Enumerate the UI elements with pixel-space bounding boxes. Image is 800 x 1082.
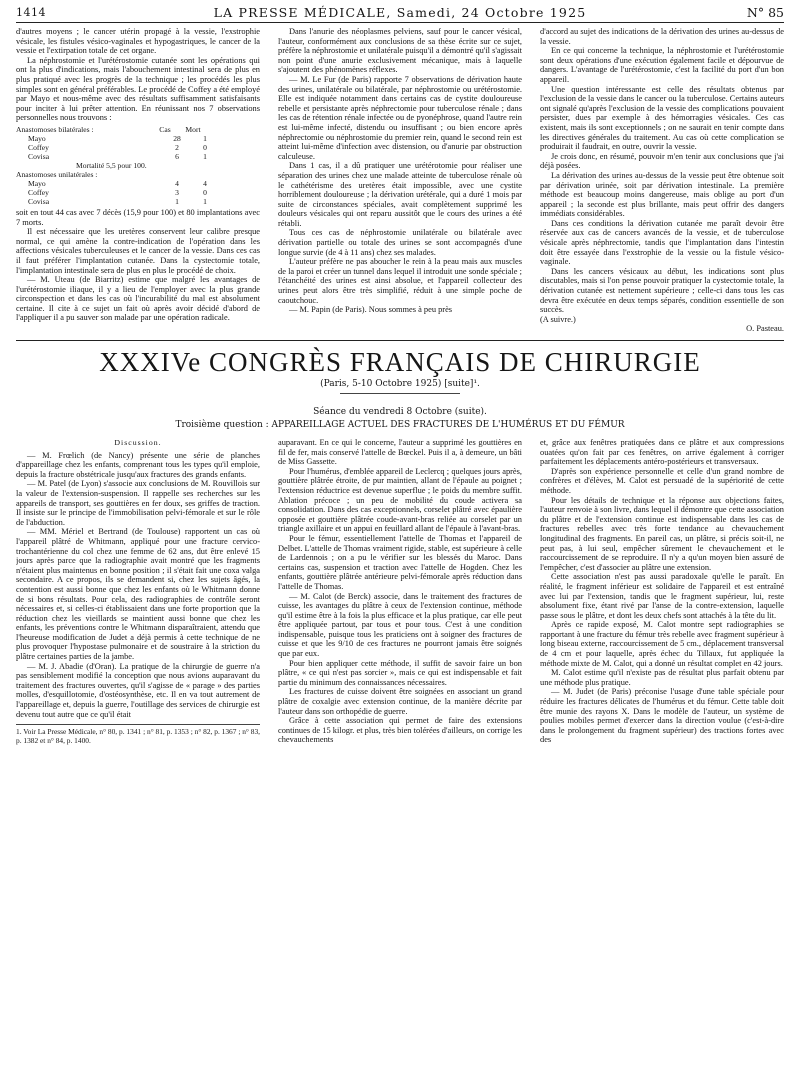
author-signature: O. Pasteau. xyxy=(746,324,784,334)
stats-mort: 0 xyxy=(203,142,207,152)
stats-cas: 6 xyxy=(175,151,179,161)
top-column-3 xyxy=(540,27,784,334)
paragraph: — M. Judet (de Paris) préconise l'usage d'une table spéciale pour réduire les fractures délicates de l'humérus et du fémur. Cette table doit être munie des rayons X. Dans le modèle de l'auteur, un système de poulies mobiles permet d'exercer dans la direction voulue (c'est-à-dire dans le prolongement du fragment supérieur) des tractions fortes avec des xyxy=(540,687,784,745)
paragraph: d'autres moyens ; le cancer utérin propagé à la vessie, l'exstrophie vésicale, les fistules vésico-vaginales et hypogastriques, le cancer de la vessie et l'extirpation totale de cet organe. xyxy=(16,27,260,56)
paragraph: soit en tout 44 cas avec 7 décès (15,9 pour 100) et 80 implantations avec 7 morts. xyxy=(16,207,260,227)
paragraph: Dans l'anurie des néoplasmes pelviens, sauf pour le cancer vésical, l'auteur, conformément aux conclusions de sa thèse écrite sur ce sujet, préfère la néphrostomie et unilatérale puisqu'il a démontré qu'il s'agissait non point d'une anurie exclusivement mécanique, mais à laquelle s'ajoutent des phénomènes réflexes. xyxy=(278,27,522,75)
footnote: 1. Voir La Presse Médicale, n° 80, p. 1341 ; n° 81, p. 1353 ; n° 82, p. 1367 ; n° 83, p. 1382 et n° 84, p. 1400. xyxy=(16,724,260,746)
stats-label: Anastomoses unilatérales : xyxy=(16,169,98,179)
stats-mort: 0 xyxy=(203,187,207,197)
question-heading: Troisième question : APPAREILLAGE ACTUEL DES FRACTURES DE L'HUMÉRUS ET DU FÉMUR xyxy=(175,420,625,430)
stats-label: Anastomoses bilatérales : xyxy=(16,124,94,134)
journal-title: LA PRESSE MÉDICALE, Samedi, 24 Octobre 1925 xyxy=(213,5,587,20)
congress-subtitle: (Paris, 5-10 Octobre 1925) [suite]¹. xyxy=(320,379,480,389)
section-divider xyxy=(16,340,784,341)
stats-row-name: Coffey xyxy=(28,187,49,197)
top-column-2 xyxy=(278,27,522,334)
discussion-heading: Discussion. xyxy=(114,438,162,447)
paragraph: En ce qui concerne la technique, la néphrostomie et l'urétérostomie sont deux opérations d'une exécution également facile et dépourvue de dangers. L'avantage de l'urétérostomie, c'est la facilité du port d'un bon appareil. xyxy=(540,46,784,84)
paragraph: Cette association n'est pas aussi paradoxale qu'elle le paraît. En réalité, le fragment inférieur est solidaire de l'appareil et est entraîné avec lui par l'extension, tandis que le fragment supérieur, lui, reste absolument fixe, étant rivé par l'anse de la contre-extension, laquelle passe sous le plâtre, et dont les deux chefs sont attachés à la tête du lit. xyxy=(540,572,784,620)
top-column-1 xyxy=(16,27,260,334)
stats-cas: 1 xyxy=(175,196,179,206)
stats-mort: 1 xyxy=(203,133,207,143)
paragraph: La dérivation des urines au-dessus de la vessie peut être obtenue soit par dérivation urinée, soit par dérivation intestinale. La première méthode est beaucoup moins dangereuse, mais oblige au port d'un appareil ; la seconde est plus brillante, mais peut offrir des dangers immédiats considérables. xyxy=(540,170,784,219)
running-head xyxy=(16,4,784,23)
congress-title: XXXIVe CONGRÈS FRANÇAIS DE CHIRURGIE xyxy=(99,347,701,377)
paragraph: Dans ces conditions la dérivation cutanée me paraît devoir être réservée aux cas de cancers avancés de la vessie, et de tuberculose vésicale après néphrectomie, tandis que l'implantation dans l'intestin doit être essayée dans l'exstrophie de la vessie ou la fistule vésico-vaginale. xyxy=(540,218,784,267)
stats-mort: 4 xyxy=(203,178,207,188)
paragraph: Pour bien appliquer cette méthode, il suffit de savoir faire un bon plâtre, « ce qui n'est pas sorcier », mais ce qui est indispensable et fait partie du minimum des connaissances nécessaires. xyxy=(278,658,522,687)
seance-line: Séance du vendredi 8 Octobre (suite). xyxy=(313,407,487,417)
paragraph: — M. Patel (de Lyon) s'associe aux conclusions de M. Rouvillois sur la valeur de l'extension-suspension. Il rappelle ses recherches sur les appareils de transport, ses gouttières en fer doux, ses griffes de traction. Il insiste sur le principe de l'immobilisation pelvi-fémorale et sur le rôle de l'abduction. xyxy=(16,479,260,527)
stats-mort: 1 xyxy=(203,196,207,206)
paragraph: Dans les cancers vésicaux au début, les indications sont plus discutables, mais si l'on pense pouvoir pratiquer la cystectomie totale, la dérivation cutanée est nettement supérieure ; celle-ci dans tous les cas devra être exécutée en deux temps séparés, condition essentielle de son succès. xyxy=(540,266,784,315)
stats-cas: 28 xyxy=(173,133,181,143)
paragraph: Il est nécessaire que les uretères conservent leur calibre presque normal, ce qui amène la contre-indication de l'opération dans les affections vésicales tuberculeuses et le cancer de la vessie. Dans ces cas il faut préférer l'implantation cutanée. Dans la cystectomie totale, l'implantation intestinale sera de plus en plus le procédé de choix. xyxy=(16,227,260,275)
paragraph: — MM. Mériel et Bertrand (de Toulouse) rapportent un cas où l'appareil plâtré de Whitmann, appliqué pour une fracture cervico-trochantérienne du col chez une femme de 62 ans, dut être enlevé 15 jours après parce que la radiographie avait montré que les fragments n'étaient plus maintenus en bonne position ; il s'était fait une coxa valga secondaire. A ce propos, ils se demandent si, chez les sujets âgés, la contention est aussi bonne que chez les enfants où le Whitmann donne de si bons résultats. Pour cela, des radiographies de contrôle seront nécessaires et, si celles-ci établissaient dans une forte proportion que la réduction chez les vieillards se maintient aussi bonne que chez les enfants, les préventions contre le Whitmann disparaîtraient, attendu que l'heureuse modification de Judet a déjà permis à cette technique de ne plus provoquer l'hypostase pulmonaire et de soustraire à la striction du plâtre certaines parties de la jambe. xyxy=(16,527,260,662)
paragraph: d'accord au sujet des indications de la dérivation des urines au-dessus de la vessie. xyxy=(540,27,784,46)
stats-cas: 4 xyxy=(175,178,179,188)
paragraph: Après ce rapide exposé, M. Calot montre sept radiographies se rapportant à une fracture du fémur très rebelle avec fragment supérieur à long biseau externe, raccourcissement de 5 cm., déplacement transversal de 4 cm et pour laquelle, après échec du Tillaux, fut appliquée la méthode mixte de M. Calot, qui a donné un résultat complet en 42 jours. xyxy=(540,620,784,668)
paragraph: L'auteur préfère ne pas aboucher le rein à la peau mais aux muscles de la paroi et créer un tunnel dans lequel il introduit une sonde spéciale ; l'étanchéité des urines est ainsi absolue, et l'appareil collecteur des urines peut alors être très simplifié, réduit à une simple poche de caoutchouc. xyxy=(278,257,522,305)
stats-header-cas: Cas xyxy=(159,124,171,134)
top-columns xyxy=(16,27,784,334)
paragraph: D'après son expérience personnelle et celle d'un grand nombre de confrères et d'élèves, M. Calot est persuadé de la supériorité de cette méthode. xyxy=(540,466,784,495)
paragraph: — M. Uteau (de Biarritz) estime que malgré les avantages de l'urétérostomie iliaque, il y a lieu de l'employer avec la plus grande circonspection et dans les cas où l'incurabilité du mal est absolument certaine. Il cite à ce sujet un fait où après avoir décidé d'abord de l'appliquer il a pu sauver son malade par une opération radicale. xyxy=(16,275,260,323)
paragraph: Dans 1 cas, il a dû pratiquer une urétérotomie pour réaliser une séparation des urines chez une malade atteinte de tuberculose rénale où le cathétérisme des uretères était impossible, avec une cystite horriblement douloureuse ; la dérivation urétérale, qui a duré 1 mois par suite de circonstances spéciales, avait complètement supprimé les douleurs vésicales qui ont reparu aussitôt que le cours des urines a été rétabli. xyxy=(278,161,522,228)
stats-header-mort: Mort xyxy=(185,124,201,134)
paragraph: Grâce à cette association qui permet de faire des extensions continues de 15 kilogr. et plus, très bien tolérées d'ailleurs, on corrige les chevauchements xyxy=(278,716,522,745)
issue-number: N° 85 xyxy=(746,5,784,20)
paragraph: Je crois donc, en résumé, pouvoir m'en tenir aux conclusions que j'ai déjà posées. xyxy=(540,151,784,171)
paragraph: et, grâce aux fenêtres pratiquées dans ce plâtre et aux compressions ouatées qu'on fait par ces fenêtres, on arrive également à corriger parfaitement les déplacements antéro-postérieurs et transversaux. xyxy=(540,438,784,467)
paragraph: — M. Papin (de Paris). Nous sommes à peu près xyxy=(289,305,453,315)
short-rule xyxy=(340,393,460,394)
bottom-column-2 xyxy=(278,438,522,746)
stats-cas: 2 xyxy=(175,142,179,152)
stats-row-name: Covisa xyxy=(28,196,50,206)
stats-mort: 1 xyxy=(203,151,207,161)
paragraph: — M. Frœlich (de Nancy) présente une série de planches d'appareillage chez les enfants, comprenant tous les types qu'il emploie, depuis la fracture obstétricale jusqu'aux fractures des grands enfants. xyxy=(16,450,260,479)
paragraph: Une question intéressante est celle des résultats obtenus par l'exclusion de la vessie dans le cancer ou la tuberculose. Certains auteurs ont signalé qu'après l'exclusion de la vessie des complications pouvaient persister, dues par exemple à des hémorragies vésicales. Ces cas existent, mais ils sont exceptionnels ; on ne saurait en tenir compte dans les directives générales du traitement. Au cas où cette complication se produirait il faudrait, en outre, ouvrir la vessie. xyxy=(540,84,784,152)
page-number: 1414 xyxy=(16,6,46,19)
paragraph: Pour les détails de technique et la réponse aux objections faites, l'auteur renvoie à son livre, dans lequel il démontre que cette association du plâtre et de l'extension continue est indispensable dans les cas de fractures rebelles avec très forte tendance au chevauchement longitudinal des fragments. En pareil cas, un plâtre, si précis soit-il, ne peut pas, à lui seul, empêcher sûrement le chevauchement et le raccourcissement de se reproduire. Il n'y a qu'un moyen bien assuré de l'empêcher, c'est d'associer au plâtre une extension. xyxy=(540,495,784,572)
paragraph: — M. J. Abadie (d'Oran). La pratique de la chirurgie de guerre n'a pas sensiblement modifié la conception que nous avions auparavant du traitement des fractures ouvertes, qu'il s'agisse de « parage » des parties molles, d'esquillotomie, d'ostéosynthèse, etc. Il en va tout autrement de l'appareillage et, depuis la guerre, l'outillage des services de chirurgie est devenu tout autre que ce qu'il était xyxy=(16,661,260,719)
paragraph: auparavant. En ce qui le concerne, l'auteur a supprimé les gouttières en fil de fer, mais conservé l'attelle de Bœckel. Puis il a, à demeure, un bâti de Miss Gassette. xyxy=(278,438,522,467)
paragraph: Pour l'humérus, d'emblée appareil de Leclercq ; quelques jours après, gouttière plâtrée étroite, de pur maintien, allant de l'épaule au poignet ; l'extension réductrice est devenue superflue ; le poids du membre suffit. Ablation précoce ; un peu de mobilité du coude activera sa consolidation. Dans des cas exceptionnels, corselet plâtré avec épaulière opposée et gouttière plâtrée coude-avant-bras reliée au corselet par un triangle axillaire et un appui en feuillard allant de l'épaule à l'avant-bras. xyxy=(278,466,522,534)
stats-cas: 3 xyxy=(175,187,179,197)
statistics-table xyxy=(16,125,260,206)
paragraph: Tous ces cas de néphrostomie unilatérale ou bilatérale avec dérivation partielle ou totale des urines se sont accompagnés d'une longue survie (de 4 à 11 ans) chez ses malades. xyxy=(278,228,522,257)
bottom-columns xyxy=(16,438,784,746)
stats-row-name: Mayo xyxy=(28,178,46,188)
bottom-column-3 xyxy=(540,438,784,746)
paragraph: Les fractures de cuisse doivent être soignées en associant un grand plâtre de coxalgie avec extension continue, de la manière décrite par l'auteur dans son orthopédie de guerre. xyxy=(278,687,522,716)
paragraph: Pour le fémur, essentiellement l'attelle de Thomas et l'appareil de Delbet. L'attelle de Thomas vraiment rigide, stable, est supérieure à celle de Lardennois ; on a pu le vérifier sur les blessés du Maroc. Dans certains cas, suspension et traction avec l'attelle de Hogden. Chez les enfants, gouttière plâtrée antérieure pelvi-fémorale après réduction dans l'attelle de Thomas. xyxy=(278,533,522,591)
paragraph: — M. Le Fur (de Paris) rapporte 7 observations de dérivation haute des urines, unilatérale ou bilatérale, par néphrostomie ou urétérostomie. Elle est indiquée notamment dans certains cas de cystite douloureuse rebelle et persistante après néphrectomie pour tuberculose rénale ; dans les cas de rétention rénale infectée ou de pyonéphrose, quand l'autre rein est lui-même infecté, distendu ou insuffisant ; ou bien encore après néphrectomie ou néphrostomie du premier rein, quand le second rein est atteint lui-même d'infection avec distension, ou d'anurie par obstruction calculeuse. xyxy=(278,74,522,161)
newspaper-page xyxy=(16,0,784,1082)
paragraph: — M. Calot (de Berck) associe, dans le traitement des fractures de cuisse, les avantages du plâtre à ceux de l'extension continue, méthode qu'il estime être à la fois la plus efficace et la plus pratique, car elle peut être appliquée partout, par tous et pour tous. C'est à une condition indispensable, puisque tous les praticiens ont à soigner des fractures de cuisse et que les 9/10 de ces fractures ne pourront jamais être soignés que par eux. xyxy=(278,591,522,659)
stats-row-name: Mayo xyxy=(28,133,46,143)
paragraph: M. Calot estime qu'il n'existe pas de résultat plus parfait obtenu par une méthode plus pratique. xyxy=(540,668,784,687)
bottom-column-1 xyxy=(16,438,260,746)
stats-mortality: Mortalité 5,5 pour 100. xyxy=(76,160,147,170)
stats-row-name: Coffey xyxy=(28,142,49,152)
stats-row-name: Covisa xyxy=(28,151,50,161)
paragraph: La néphrostomie et l'urétérostomie cutanée sont les opérations qui ont la plus d'indications, mais l'abouchement intestinal sera de plus en plus pratiqué avec les progrès de la technique ; les procédés les plus simples sont en général préférables. Le procédé de Coffey a été employé par Mayo et nous-même avec des résultats suffisamment satisfaisants pour inciter à lui prêter attention. En réunissant nos 7 observations personnelles nous trouvons : xyxy=(16,55,260,123)
to-be-continued: (A suivre.) xyxy=(540,314,576,324)
